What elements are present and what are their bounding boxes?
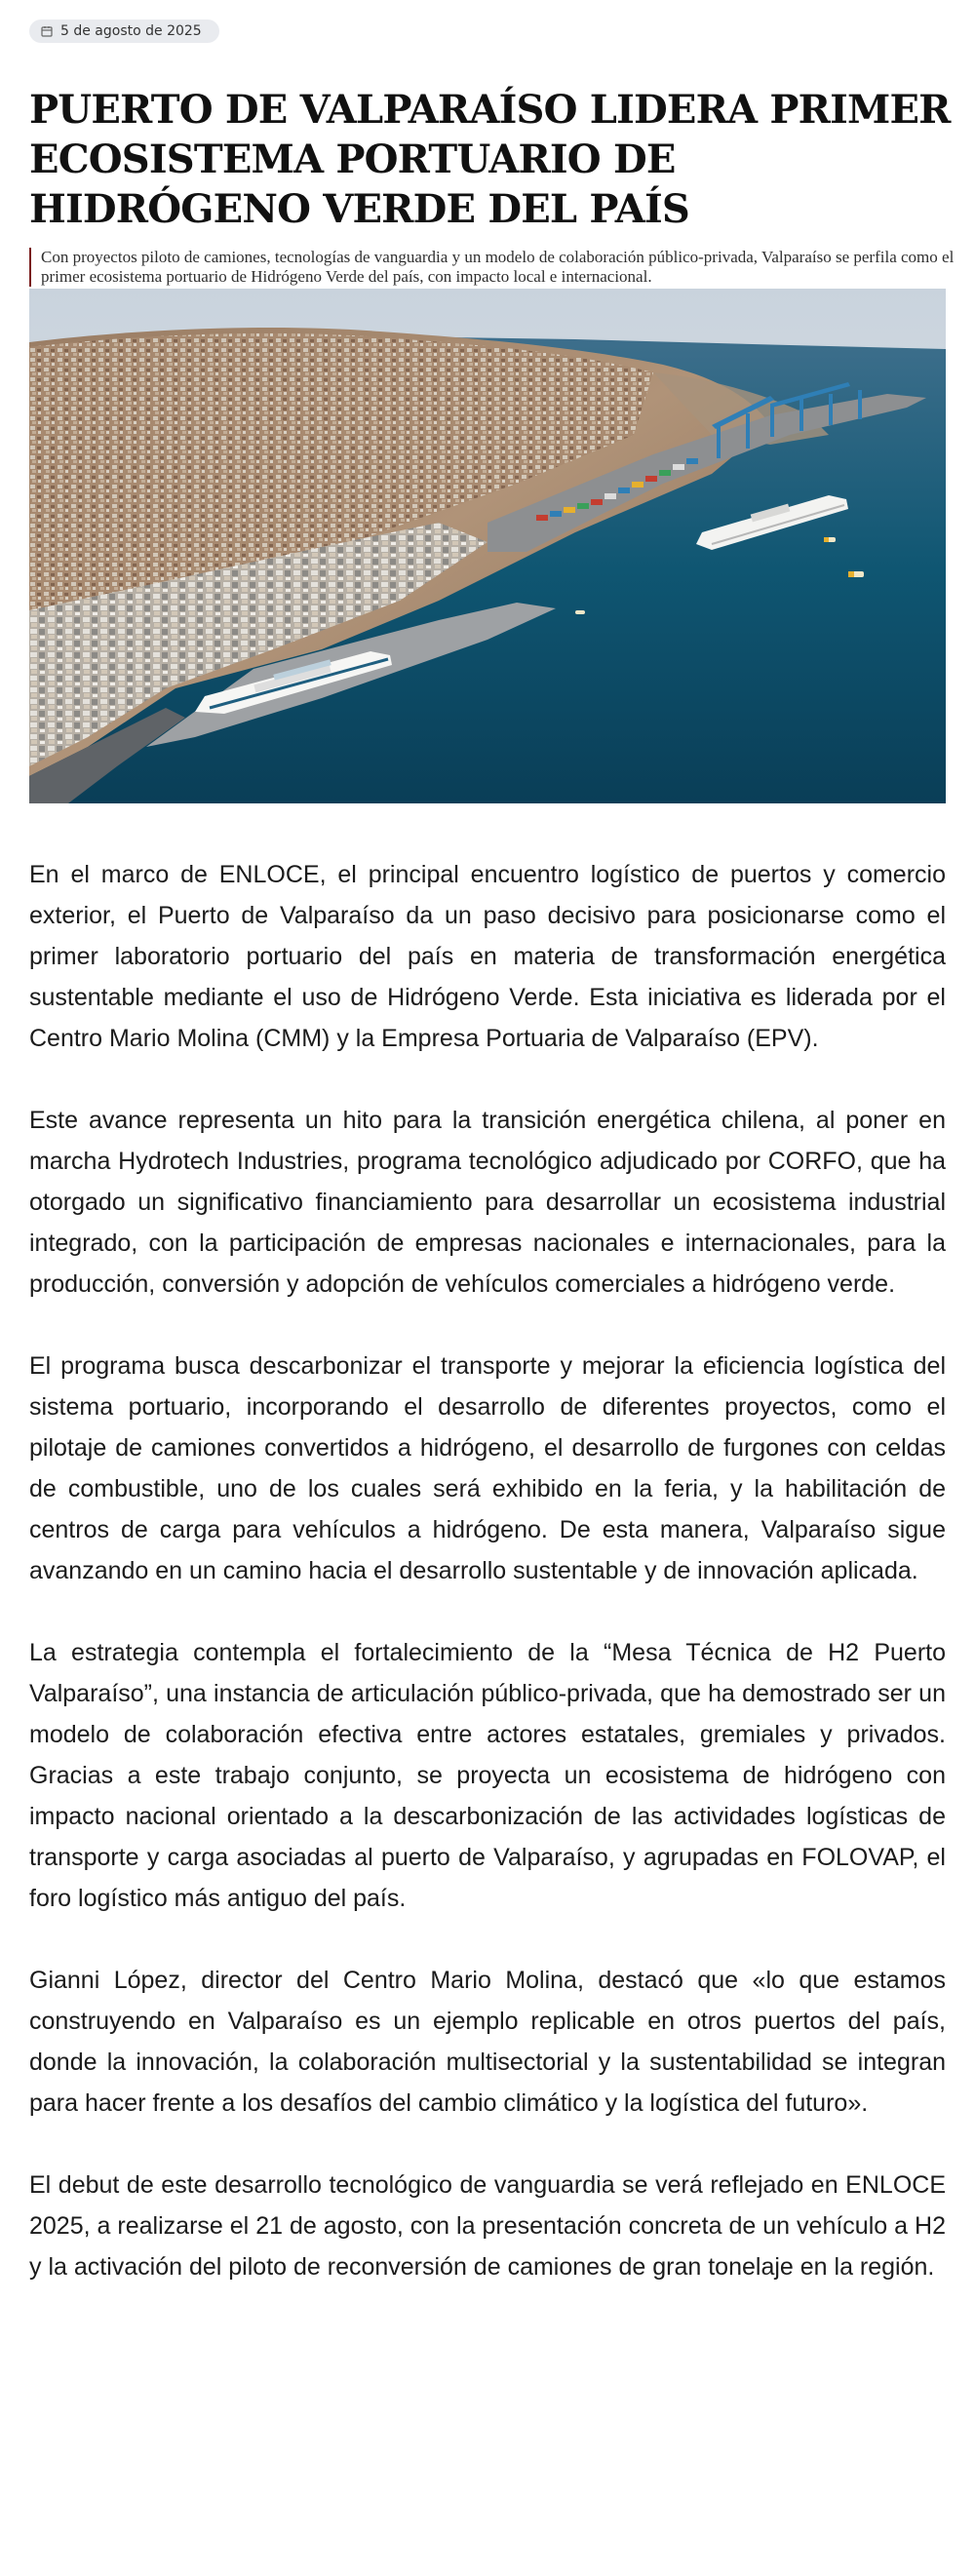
article-headline: PUERTO DE VALPARAÍSO LIDERA PRIMER ECOSISTEMA PORTUARIO DE HIDRÓGENO VERDE DEL PAÍS	[29, 87, 951, 232]
article-paragraph: Gianni López, director del Centro Mario Molina, destacó que «lo que estamos construyendo en Valparaíso es un ejemplo replicable en otros puertos del país, donde la innovación, la colaboración multisectorial y la sustentabilidad se integran para hacer frente a los desafíos del cambio climático y la logística del futuro».	[29, 1967, 946, 2117]
article-paragraph: En el marco de ENLOCE, el principal encuentro logístico de puertos y comercio exterior, el Puerto de Valparaíso da un paso decisivo para posicionarse como el primer laboratorio portuario del país en materia de transformación energética sustentable mediante el uso de Hidrógeno Verde. Esta iniciativa es liderada por el Centro Mario Molina (CMM) y la Empresa Portuaria de Valparaíso (EPV).	[29, 861, 946, 1052]
article-paragraph: Este avance representa un hito para la transición energética chilena, al poner en marcha Hydrotech Industries, programa tecnológico adjudicado por CORFO, que ha otorgado un significativo financiamiento para desarrollar un ecosistema industrial integrado, con la participación de empresas nacionales e internacionales, para la producción, conversión y adopción de vehículos comerciales a hidrógeno verde.	[29, 1107, 946, 1298]
hero-image-port-aerial	[29, 289, 946, 803]
calendar-icon	[41, 25, 53, 37]
article-body	[29, 854, 946, 2287]
article-lede: Con proyectos piloto de camiones, tecnologías de vanguardia y un modelo de colaboración público-privada, Valparaíso se perfila como el primer ecosistema portuario de Hidrógeno Verde del país, con impacto local e internacional.	[29, 248, 956, 287]
article-paragraph: El programa busca descarbonizar el transporte y mejorar la eficiencia logística del sistema portuario, incorporando el desarrollo de diferentes proyectos, como el pilotaje de camiones convertidos a hidrógeno, el desarrollo de furgones con celdas de combustible, uno de los cuales será exhibido en la feria, y la habilitación de centros de carga para vehículos a hidrógeno. De esta manera, Valparaíso sigue avanzando en un camino hacia el desarrollo sustentable y de innovación aplicada.	[29, 1352, 946, 1584]
article-paragraph: El debut de este desarrollo tecnológico de vanguardia se verá reflejado en ENLOCE 2025, a realizarse el 21 de agosto, con la presentación concreta de un vehículo a H2 y la activación del piloto de reconversión de camiones de gran tonelaje en la región.	[29, 2171, 946, 2281]
publication-date: 5 de agosto de 2025	[60, 23, 202, 39]
article-paragraph: La estrategia contempla el fortalecimiento de la “Mesa Técnica de H2 Puerto Valparaíso”, una instancia de articulación público-privada, que ha demostrado ser un modelo de colaboración efectiva entre actores estatales, gremiales y privados. Gracias a este trabajo conjunto, se proyecta un ecosistema de hidrógeno con impacto nacional orientado a la descarbonización de las actividades logísticas de transporte y carga asociadas al puerto de Valparaíso, y agrupadas en FOLOVAP, el foro logístico más antiguo del país.	[29, 1639, 946, 1912]
date-badge	[29, 20, 219, 43]
